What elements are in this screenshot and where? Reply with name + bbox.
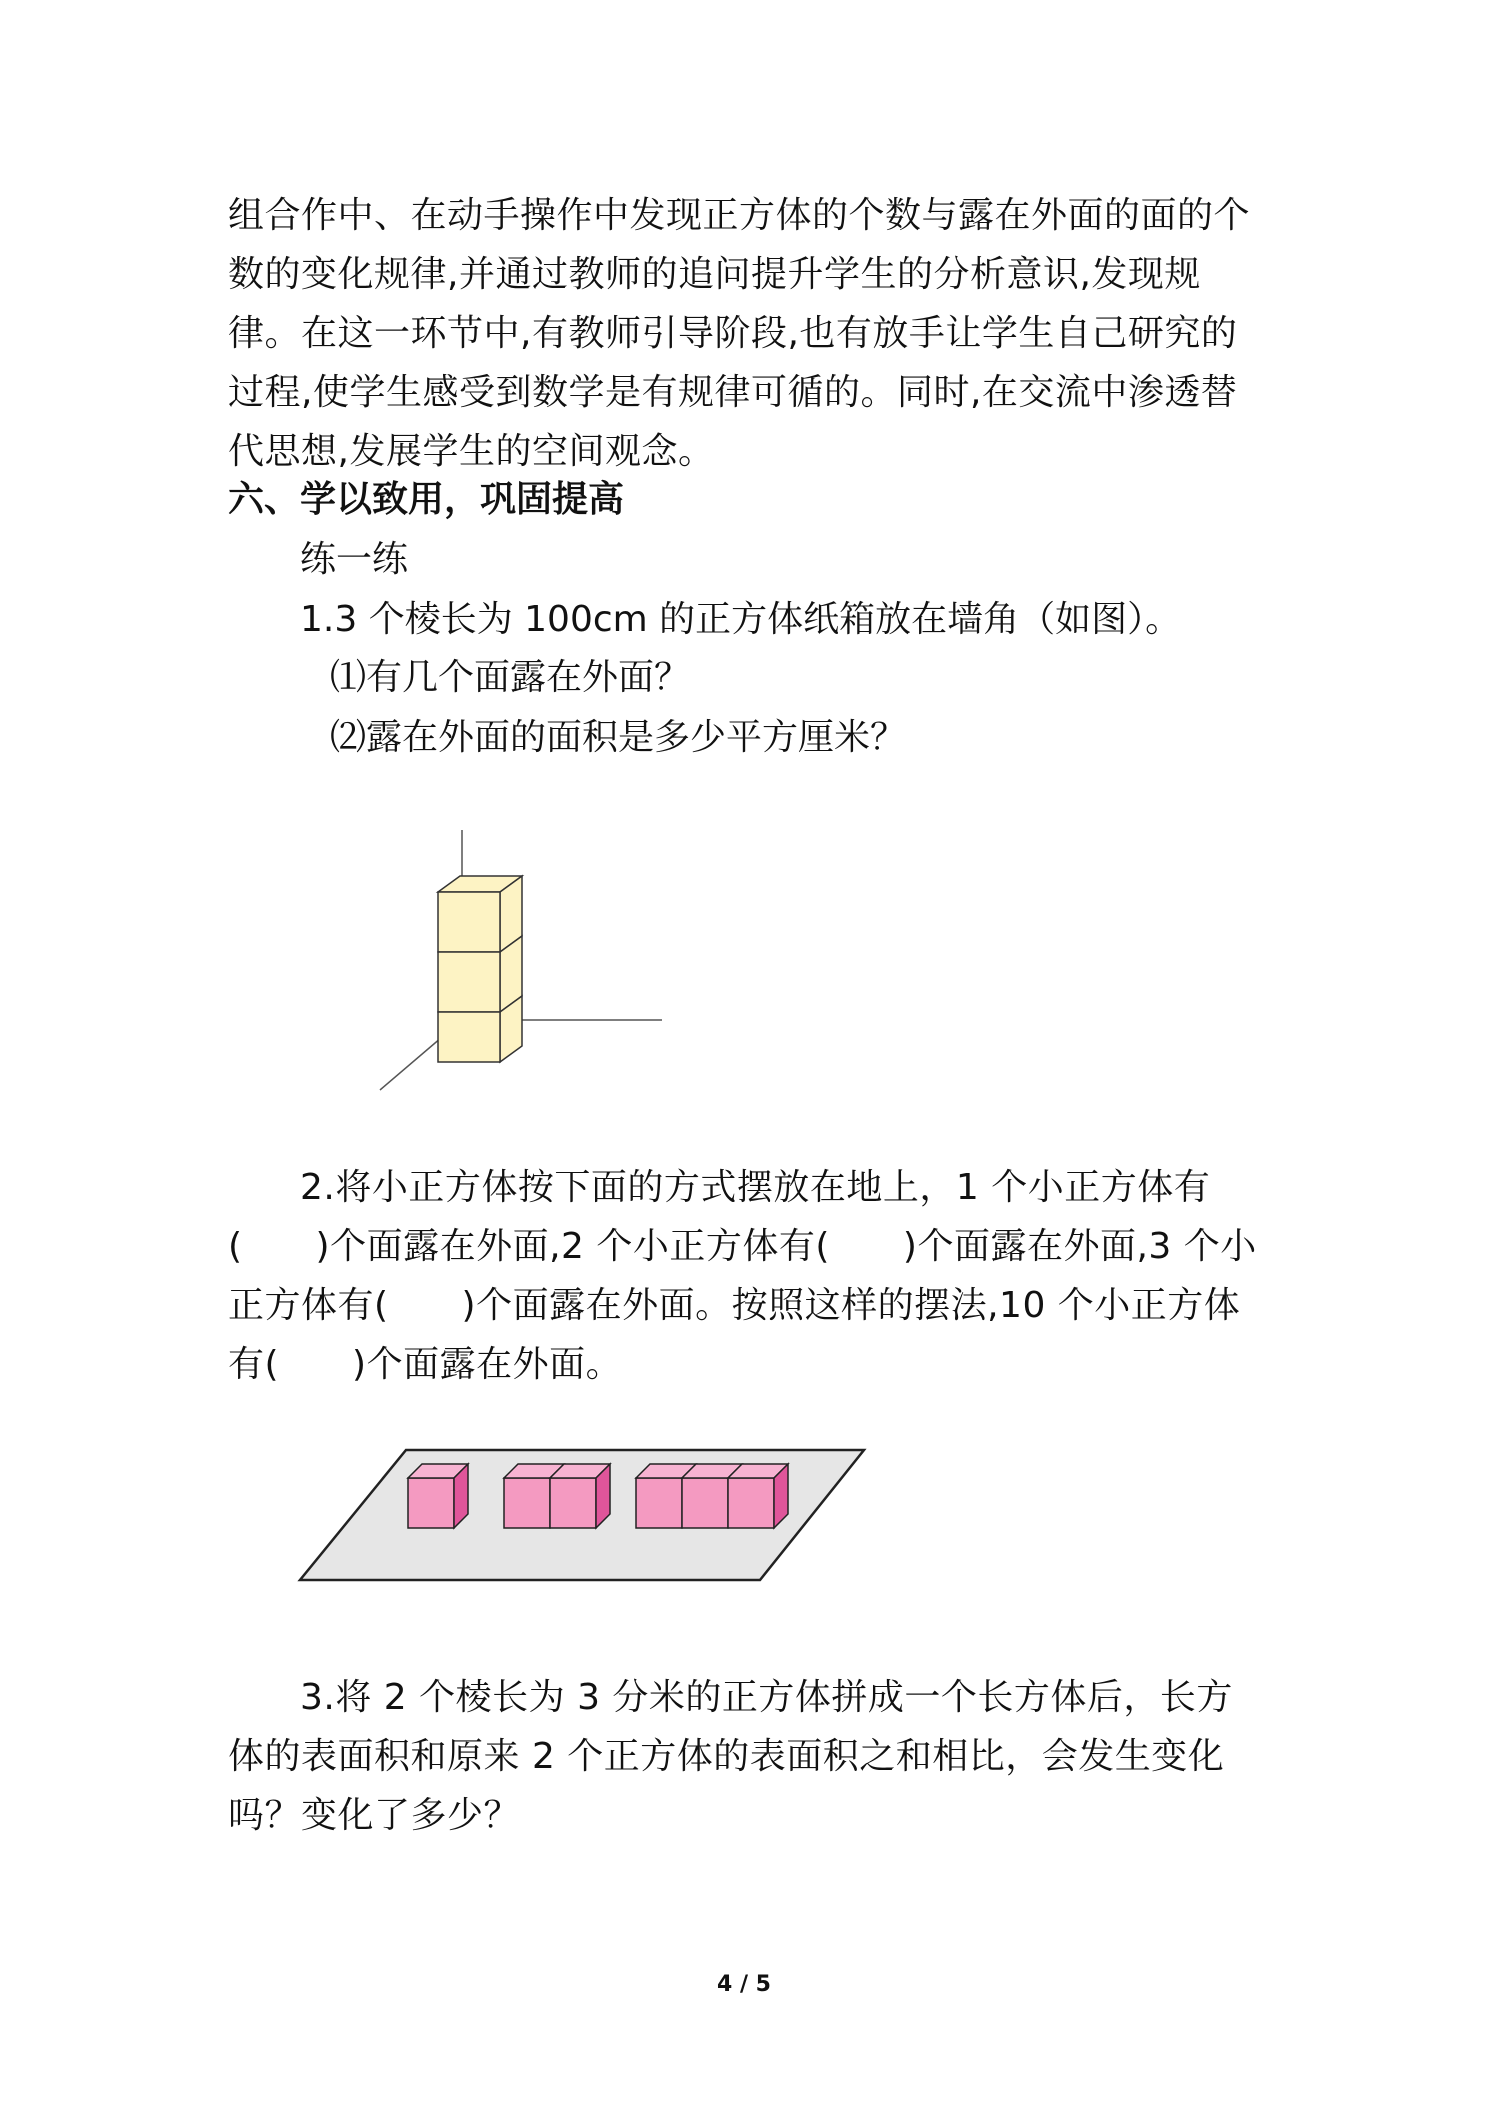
cube-group-3 [636, 1464, 788, 1528]
cube-stack [438, 876, 522, 1062]
question-2-text: 2.将小正方体按下面的方式摆放在地上，1 个小正方体有( )个面露在外面,2 个小正方体有( )个面露在外面,3 个小正方体有( )个面露在外面。按照这样的摆法,10 个小正方体有( )个面露在外面。 [228, 1167, 1257, 1385]
intro-block [228, 186, 1268, 481]
cube-front [636, 1478, 682, 1528]
intro-paragraph: 组合作中、在动手操作中发现正方体的个数与露在外面的面的个数的变化规律,并通过教师的追问提升学生的分析意识,发现规律。在这一环节中,有教师引导阶段,也有放手让学生自己研究的过程,使学生感受到数学是有规律可循的。同时,在交流中渗透替代思想,发展学生的空间观念。 [228, 195, 1251, 472]
page-number: 4 / 5 [717, 1972, 771, 1997]
cube-front-face-3 [438, 1012, 500, 1062]
question-1-text: 1.3 个棱长为 100cm 的正方体纸箱放在墙角（如图）。 [300, 599, 1182, 640]
cube-front [550, 1478, 596, 1528]
cube-front [504, 1478, 550, 1528]
practice-label: 练一练 [300, 539, 409, 580]
cube-front [408, 1478, 454, 1528]
figure-stacked-cubes [370, 820, 670, 1100]
cube-front [682, 1478, 728, 1528]
section-heading: 六、学以致用，巩固提高 [228, 479, 625, 520]
question-3-block [228, 1668, 1268, 1845]
question-2-block [228, 1158, 1268, 1394]
cube-group-2 [504, 1464, 610, 1528]
question-3-text: 3.将 2 个棱长为 3 分米的正方体拼成一个长方体后，长方体的表面积和原来 2 个正方体的表面积之和相比，会发生变化吗？变化了多少？ [228, 1677, 1233, 1836]
question-1-sub-1: ⑴有几个面露在外面？ [330, 657, 691, 698]
cube-group-1 [408, 1464, 468, 1528]
cube-front-face-1 [438, 892, 500, 952]
cube-front-face-2 [438, 952, 500, 1012]
figure-floor-cubes [296, 1440, 876, 1590]
question-1-sub-2: ⑵露在外面的面积是多少平方厘米？ [330, 717, 907, 758]
cube-front [728, 1478, 774, 1528]
